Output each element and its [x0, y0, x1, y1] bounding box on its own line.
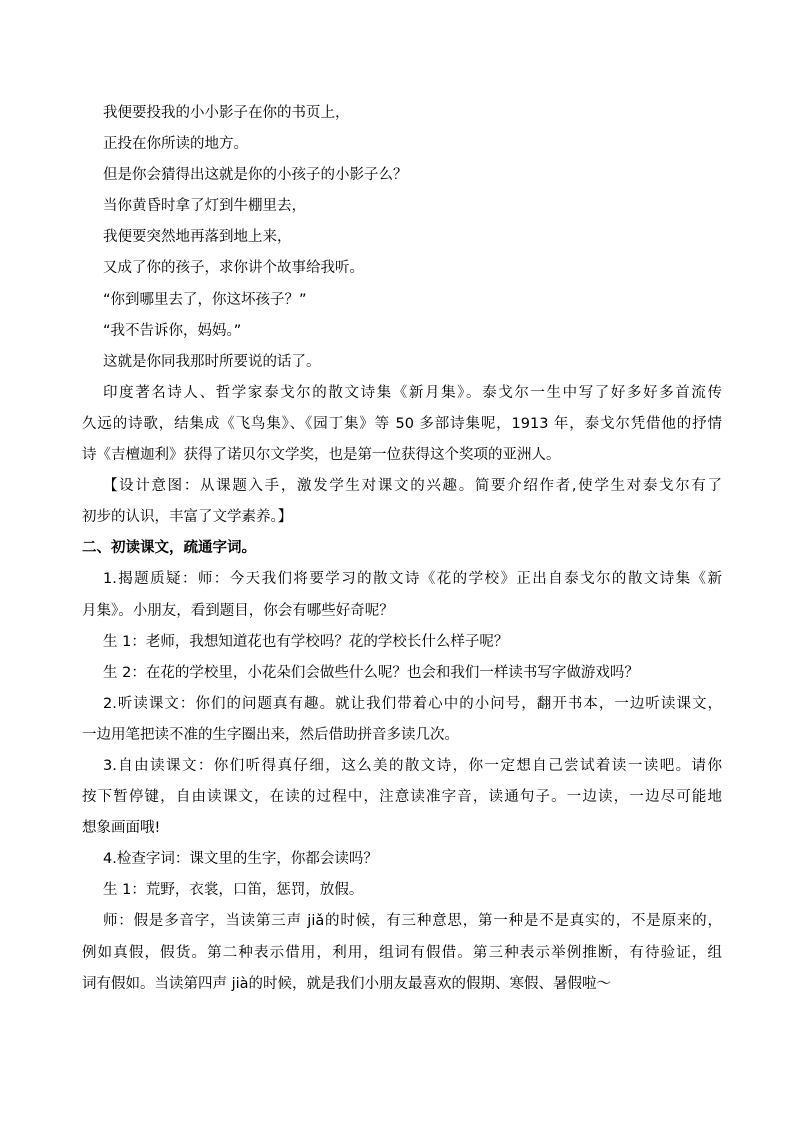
paragraph-line: 2.听读课文：你们的问题真有趣。就让我们带着心中的小问号，翻开书本，一边听读课文， [103, 695, 722, 712]
paragraph-line: 按下暂停键，自由读课文，在读的过程中，注意读准字音，读通句子。一边读，一边尽可能地 [82, 789, 722, 806]
poem-line: “你到哪里去了，你这坏孩子？” [103, 291, 307, 308]
paragraph-line: 生 1：老师，我想知道花也有学校吗？花的学校长什么样子呢？ [103, 633, 509, 650]
author-intro-line: 印度著名诗人、哲学家泰戈尔的散文诗集《新月集》。泰戈尔一生中写了好多好多首流传 [103, 384, 722, 401]
paragraph-line: 例如真假，假货。第二种表示借用，利用，组词有假借。第三种表示举例推断，有待验证，组 [82, 944, 722, 961]
author-intro-line: 诗《吉檀迦利》获得了诺贝尔文学奖，也是第一位获得这个奖项的亚洲人。 [82, 447, 561, 464]
author-intro-line: 久远的诗歌，结集成《飞鸟集》、《园丁集》等 50 多部诗集呢，1913 年，泰戈尔凭借他的抒情 [82, 415, 722, 432]
poem-line: 正投在你所读的地方。 [103, 136, 248, 153]
poem-line: 又成了你的孩子，求你讲个故事给我听。 [103, 260, 364, 277]
document-body [82, 98, 722, 1000]
design-intent-line: 初步的认识，丰富了文学素养。】 [82, 509, 293, 526]
poem-line: 我便要突然地再落到地上来， [103, 229, 292, 246]
paragraph-line: 师：假是多音字，当读第三声 jiǎ的时候，有三种意思，第一种是不是真实的，不是原来的， [103, 913, 722, 930]
paragraph-line: 词有假如。当读第四声 jià的时候，就是我们小朋友最喜欢的假期、寒假、暑假啦～ [82, 975, 612, 992]
poem-line: “我不告诉你，妈妈。” [103, 322, 242, 339]
section-heading: 二、初读课文，疏通字词。 [82, 540, 256, 557]
paragraph-line: 生 2：在花的学校里，小花朵们会做些什么呢？也会和我们一样读书写字做游戏吗？ [103, 664, 639, 681]
paragraph-line: 月集》。小朋友，看到题目，你会有哪些好奇呢？ [82, 602, 394, 619]
poem-line: 我便要投我的小小影子在你的书页上， [103, 105, 350, 121]
paragraph-line: 3.自由读课文：你们听得真仔细，这么美的散文诗，你一定想自己尝试着读一读吧。请你 [103, 757, 722, 774]
paragraph-line: 4.检查字词：课文里的生字，你都会读吗？ [103, 851, 378, 868]
paragraph-line: 一边用笔把读不准的生字圈出来，然后借助拼音多读几次。 [82, 726, 459, 743]
paragraph-line: 1.揭题质疑：师：今天我们将要学习的散文诗《花的学校》正出自泰戈尔的散文诗集《新 [103, 571, 722, 588]
paragraph-line: 生 1：荒野，衣裳，口笛，惩罚，放假。 [103, 882, 364, 899]
poem-line: 但是你会猜得出这就是你的小孩子的小影子么？ [103, 167, 408, 184]
design-intent-line: 【设计意图：从课题入手，激发学生对课文的兴趣。简要介绍作者,使学生对泰戈尔有了 [103, 478, 722, 495]
paragraph-line: 想象画面哦! [82, 820, 161, 837]
poem-line: 这就是你同我那时所要说的话了。 [103, 353, 321, 370]
poem-line: 当你黄昏时拿了灯到牛棚里去， [103, 198, 306, 215]
